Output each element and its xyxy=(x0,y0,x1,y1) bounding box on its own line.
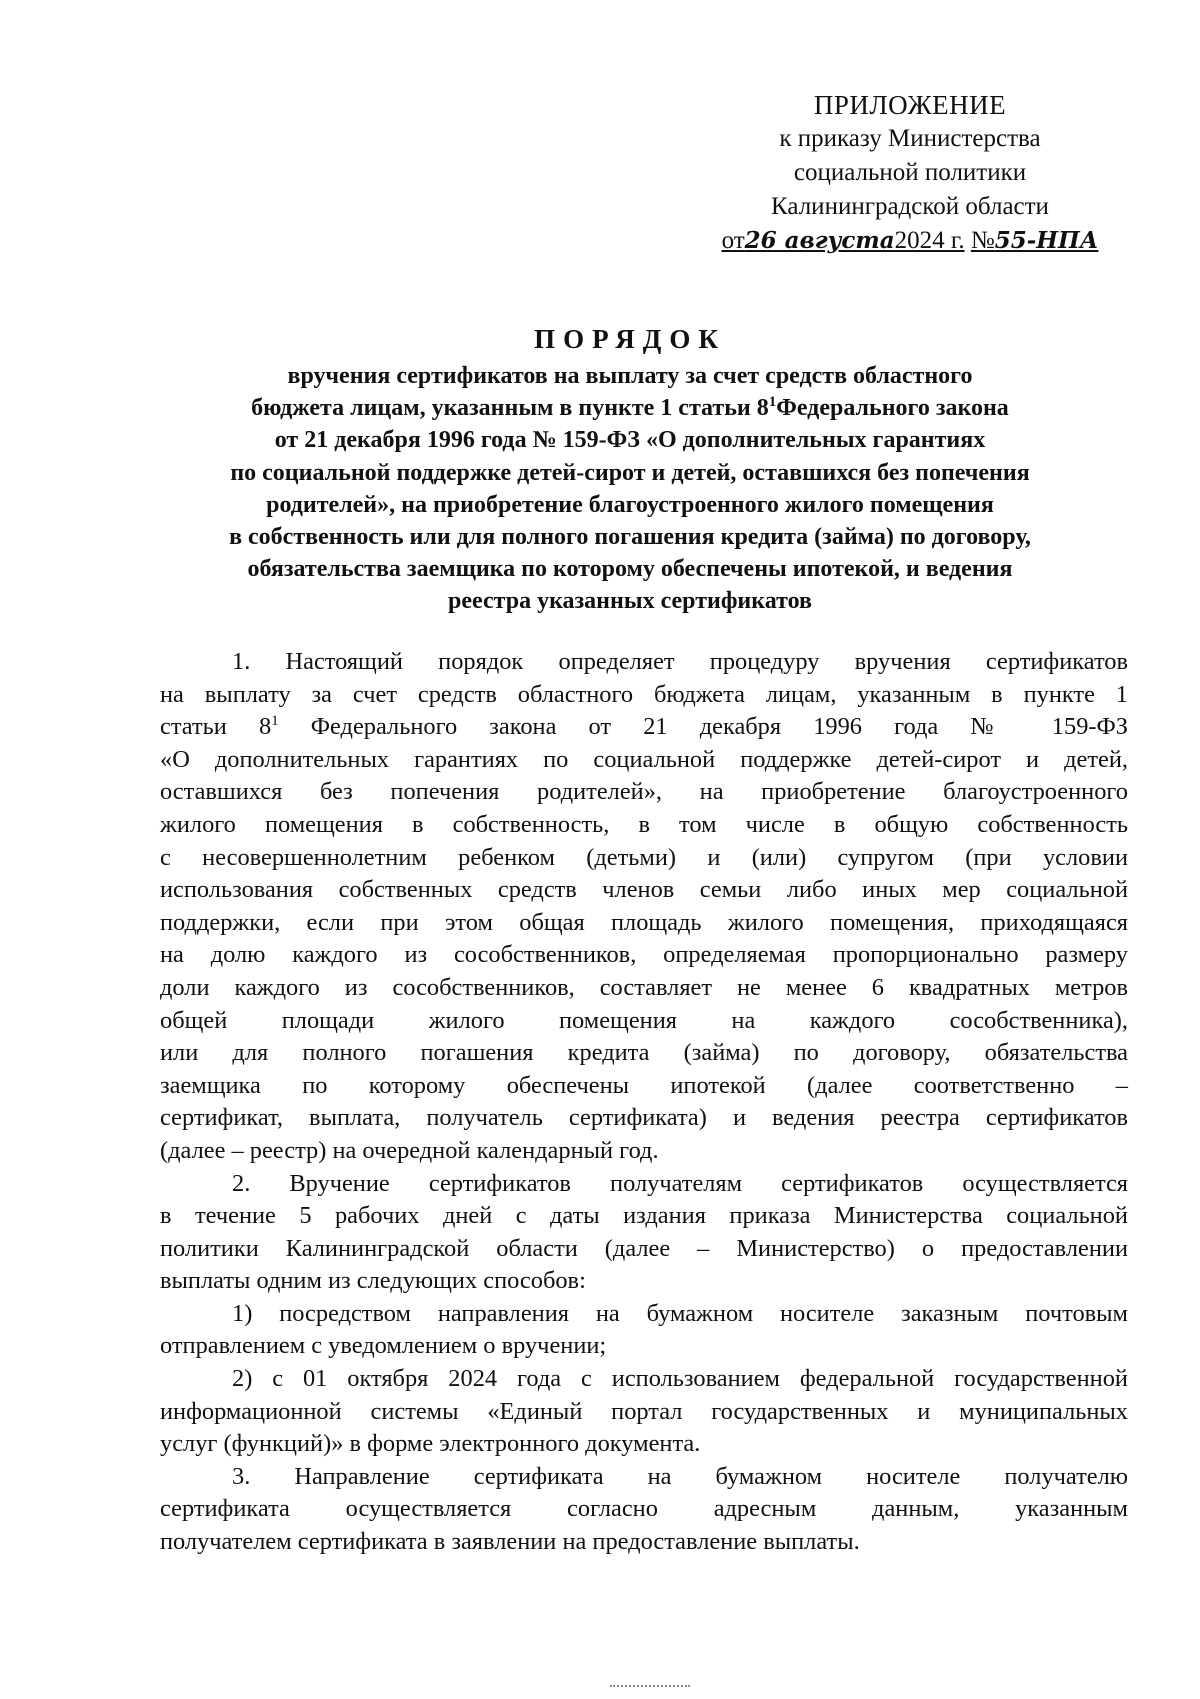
appendix-line-2: социальной политики xyxy=(793,159,1027,186)
subtitle-line: в собственность или для полного погашения кредита (займа) по договору, xyxy=(229,524,1031,551)
body-line: на выплату за счет средств областного бюджета лицам, указанным в пункте 1 xyxy=(160,680,1128,708)
subtitle-line xyxy=(130,392,1130,424)
document-title: ПОРЯДОК xyxy=(534,324,726,354)
subtitle-fragment: бюджета лицам, указанным в пункте 1 статьи 8 xyxy=(251,395,769,422)
date-prefix: от xyxy=(721,227,745,254)
paragraph-2-item-1 xyxy=(160,1298,1128,1363)
body-line xyxy=(160,711,1128,744)
body-line: в течение 5 рабочих дней с даты издания приказа Министерства социальной xyxy=(160,1202,1128,1230)
body-fragment: Федерального закона от 21 декабря 1996 года № 159-ФЗ xyxy=(310,713,1129,741)
body-line: информационной системы «Единый портал государственных и муниципальных xyxy=(160,1397,1128,1425)
appendix-line-1: к приказу Министерства xyxy=(779,125,1041,152)
body-line: общей площади жилого помещения на каждого сособственника), xyxy=(160,1006,1128,1034)
body-line: оставшихся без попечения родителей», на приобретение благоустроенного xyxy=(160,778,1128,806)
appendix-block xyxy=(700,88,1120,258)
paragraph-2-item-2 xyxy=(160,1363,1128,1461)
body-fragment: статьи 8 xyxy=(160,713,272,741)
body-line: отправлением с уведомлением о вручении; xyxy=(160,1332,607,1360)
body-line: с несовершеннолетним ребенком (детьми) и (или) супругом (при условии xyxy=(160,843,1128,871)
appendix-line-3: Калининградской области xyxy=(771,193,1049,220)
body-line: (далее – реестр) на очередной календарный год. xyxy=(160,1136,659,1164)
subtitle-line: по социальной поддержке детей-сирот и детей, оставшихся без попечения xyxy=(230,459,1030,486)
body-line: 1. Настоящий порядок определяет процедуру вручения сертификатов xyxy=(232,648,1128,675)
handwritten-number: 55-НПА xyxy=(994,227,1099,254)
document-body xyxy=(160,646,1128,1559)
order-date-number xyxy=(700,224,1120,258)
body-line: или для полного погашения кредита (займа) по договору, обязательства xyxy=(160,1039,1128,1067)
superscript: 1 xyxy=(768,394,777,411)
subtitle-line: вручения сертификатов на выплату за счет средств областного xyxy=(287,363,973,389)
subtitle-line: реестра указанных сертификатов xyxy=(448,588,812,615)
page-bottom-mark xyxy=(610,1685,690,1691)
body-line: 3. Направление сертификата на бумажном носителе получателю xyxy=(232,1462,1128,1490)
body-line: на долю каждого из сособственников, определяемая пропорционально размеру xyxy=(160,941,1128,969)
document-subtitle xyxy=(130,360,1130,618)
subtitle-fragment: Федерального закона xyxy=(776,395,1009,422)
document-title-block xyxy=(130,322,1130,618)
paragraph-3 xyxy=(160,1461,1128,1559)
order-year: 2024 г. xyxy=(894,227,965,254)
body-line: жилого помещения в собственность, в том числе в общую собственность xyxy=(160,810,1128,838)
body-line: 1) посредством направления на бумажном носителе заказным почтовым xyxy=(232,1299,1128,1327)
body-line: использования собственных средств членов семьи либо иных мер социальной xyxy=(160,876,1128,904)
body-line: политики Калининградской области (далее – Министерство) о предоставлении xyxy=(160,1234,1128,1262)
number-prefix: № xyxy=(970,227,995,254)
body-line: услуг (функций)» в форме электронного документа. xyxy=(160,1430,701,1458)
handwritten-date: 26 августа xyxy=(744,227,895,254)
body-line: поддержки, если при этом общая площадь жилого помещения, приходящаяся xyxy=(160,908,1128,936)
paragraph-1 xyxy=(160,646,1128,1168)
appendix-heading: ПРИЛОЖЕНИЕ xyxy=(813,90,1007,120)
body-line: заемщика по которому обеспечены ипотекой (далее соответственно – xyxy=(160,1071,1128,1099)
subtitle-line: от 21 декабря 1996 года № 159-ФЗ «О дополнительных гарантиях xyxy=(274,427,986,454)
subtitle-line: родителей», на приобретение благоустроенного жилого помещения xyxy=(266,491,994,518)
subtitle-line: обязательства заемщика по которому обеспечены ипотекой, и ведения xyxy=(247,556,1013,583)
body-line: получателем сертификата в заявлении на предоставление выплаты. xyxy=(160,1528,860,1556)
paragraph-2 xyxy=(160,1168,1128,1298)
body-line: выплаты одним из следующих способов: xyxy=(160,1267,586,1295)
body-line: «О дополнительных гарантиях по социальной поддержке детей-сирот и детей, xyxy=(160,745,1128,773)
body-line: сертификат, выплата, получатель сертификата) и ведения реестра сертификатов xyxy=(160,1104,1128,1132)
body-line: сертификата осуществляется согласно адресным данным, указанным xyxy=(160,1495,1128,1523)
body-line: доли каждого из сособственников, составляет не менее 6 квадратных метров xyxy=(160,973,1128,1001)
superscript: 1 xyxy=(271,713,279,730)
body-line: 2) с 01 октября 2024 года с использованием федеральной государственной xyxy=(232,1365,1128,1393)
body-line: 2. Вручение сертификатов получателям сертификатов осуществляется xyxy=(232,1169,1128,1197)
